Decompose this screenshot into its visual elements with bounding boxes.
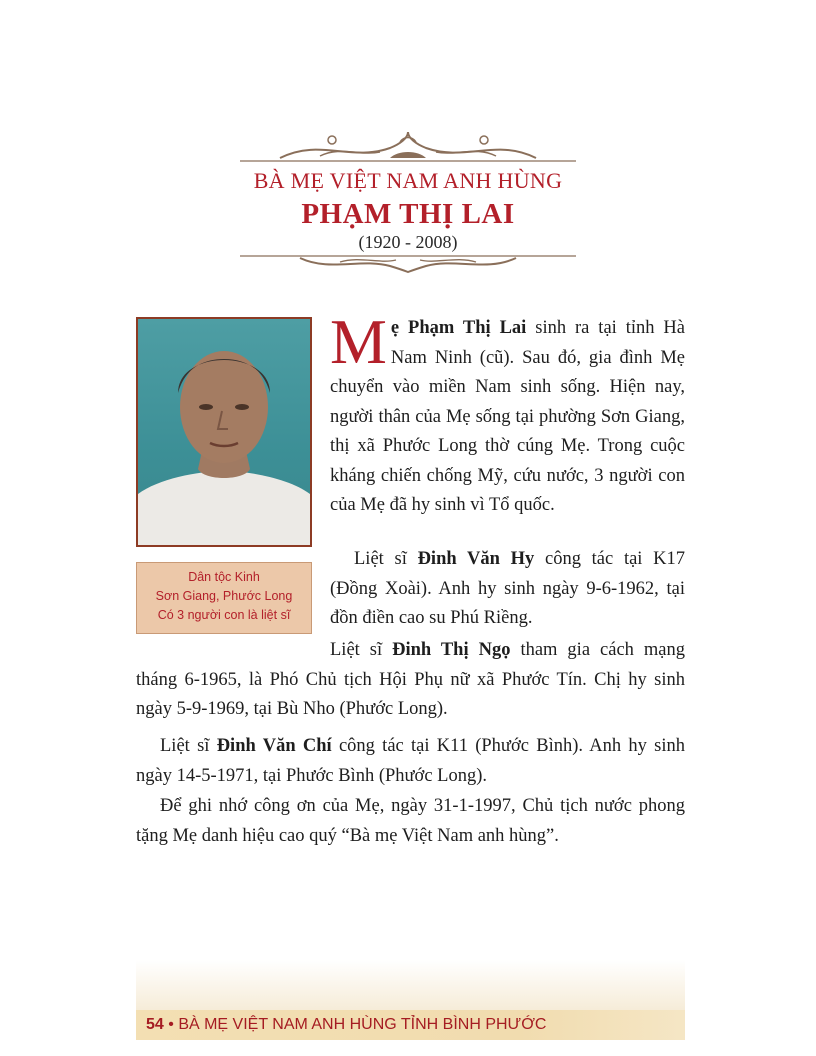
paragraph-text: công tác tại K11 (Phước Bình). Anh hy sinh ngày 14-5-1971, tại Phước Bình (Phước Long). bbox=[136, 736, 685, 786]
bold-name: Đinh Văn Hy bbox=[417, 549, 535, 569]
paragraph-text: tham gia cách mạng tháng 6-1965, là Phó Chủ tịch Hội Phụ nữ xã Phước Tín. Chị hy sinh ngày 5-9-1969, tại Bù Nho (Phước Long). bbox=[136, 640, 685, 719]
bottom-ornament bbox=[240, 252, 576, 274]
bold-name: Đinh Văn Chí bbox=[216, 736, 332, 756]
paragraph-prefix: Liệt sĩ bbox=[160, 736, 217, 756]
portrait-illustration bbox=[138, 319, 310, 545]
paragraph-intro bbox=[330, 306, 685, 521]
paragraph-prefix: Liệt sĩ bbox=[330, 640, 393, 660]
paragraph-martyr-1 bbox=[330, 545, 685, 634]
caption-line: Có 3 người con là liệt sĩ bbox=[157, 608, 291, 622]
paragraph-martyr-2 bbox=[136, 636, 685, 725]
page-number: 54 bbox=[146, 1016, 164, 1033]
paragraph-honor bbox=[136, 792, 685, 851]
heading-years: (1920 - 2008) bbox=[358, 232, 458, 252]
paragraph-text: sinh ra tại tỉnh Hà Nam Ninh (cũ). Sau đó, gia đình Mẹ chuyển vào miền Nam sinh sống. Hiện nay, người thân của Mẹ sống tại phường Sơn Giang, thị xã Phước Long thờ cúng Mẹ. Trong cuộc kháng chiến chống Mỹ, cứu nước, 3 người con của Mẹ đã hy sinh vì Tổ quốc. bbox=[330, 318, 685, 515]
paragraph-prefix: Liệt sĩ bbox=[354, 549, 418, 569]
paragraph-text: công tác tại K17 (Đồng Xoài). Anh hy sinh ngày 9-6-1962, tại đồn điền cao su Phú Riềng. bbox=[330, 549, 685, 628]
portrait-photo bbox=[136, 317, 312, 547]
footer-fade bbox=[136, 960, 685, 1010]
heading-name: PHẠM THỊ LAI bbox=[301, 198, 515, 230]
caption-line: Dân tộc Kinh bbox=[188, 570, 260, 584]
page-footer bbox=[136, 1010, 685, 1040]
caption-line: Sơn Giang, Phước Long bbox=[155, 589, 293, 603]
footer-title: BÀ MẸ VIỆT NAM ANH HÙNG TỈNH BÌNH PHƯỚC bbox=[178, 1016, 547, 1033]
footer-bullet: • bbox=[168, 1016, 174, 1033]
photo-caption bbox=[136, 562, 312, 634]
heading-subtitle: BÀ MẸ VIỆT NAM ANH HÙNG bbox=[253, 168, 563, 193]
bold-name: ẹ Phạm Thị Lai bbox=[390, 318, 527, 338]
top-ornament bbox=[240, 128, 576, 166]
paragraph-martyr-3 bbox=[136, 732, 685, 791]
paragraph-text: Để ghi nhớ công ơn của Mẹ, ngày 31-1-1997, Chủ tịch nước phong tặng Mẹ danh hiệu cao quý “Bà mẹ Việt Nam anh hùng”. bbox=[136, 796, 685, 846]
bold-name: Đinh Thị Ngọ bbox=[392, 640, 511, 660]
flourish-bottom-icon bbox=[240, 252, 576, 274]
drop-cap: M bbox=[330, 306, 387, 377]
flourish-top-icon bbox=[240, 128, 576, 166]
